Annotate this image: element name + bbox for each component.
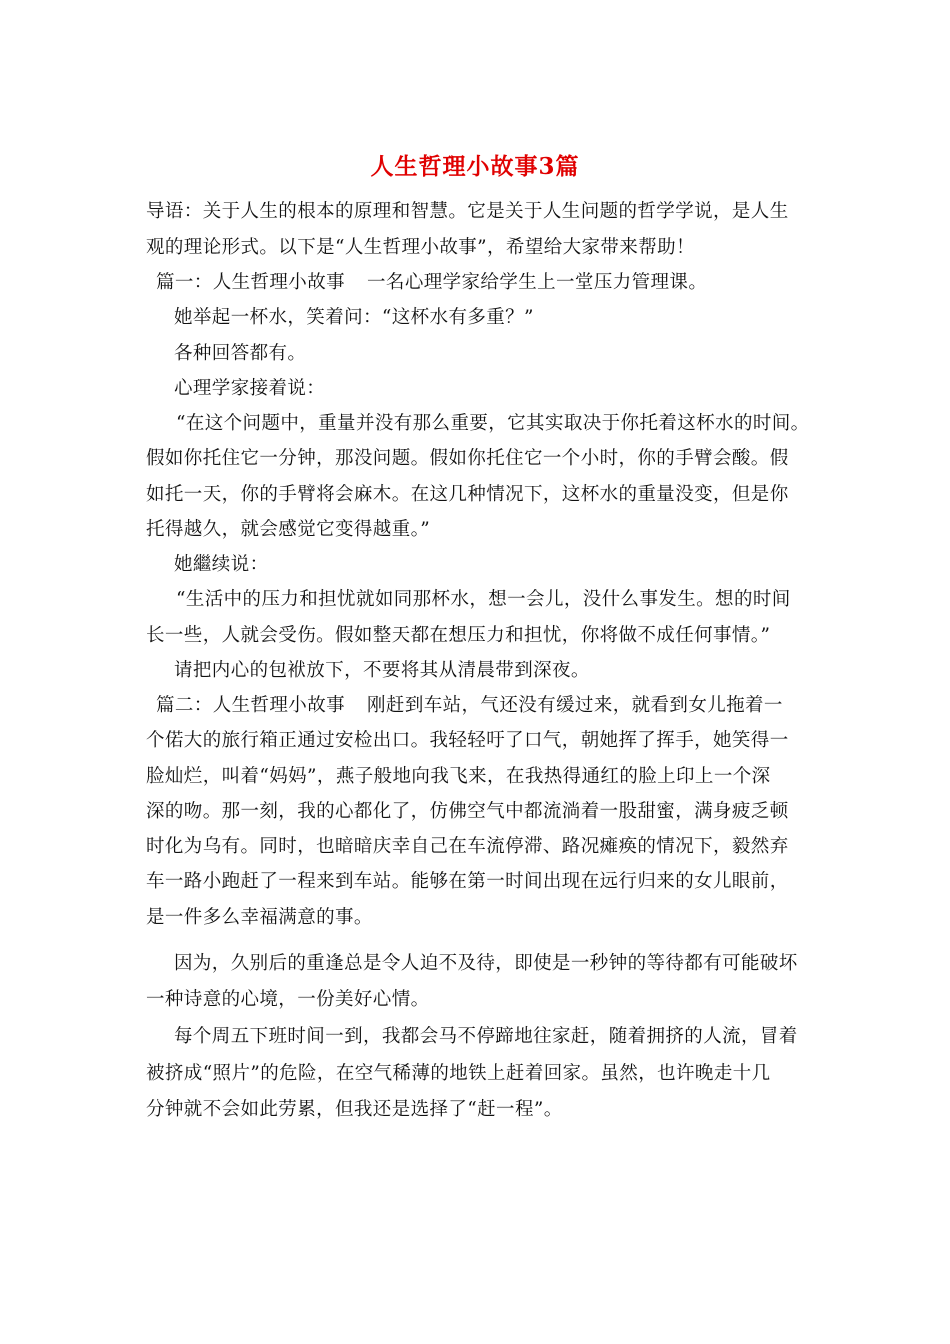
section-first-sentence: 刚赶到车站，气还没有缓过来，就看到女儿拖着一 [367, 695, 783, 716]
section-title: 篇二：人生哲理小故事 [156, 695, 346, 716]
section-title: 篇一：人生哲理小故事 [156, 272, 346, 293]
paragraph-line: “在这个问题中，重量并没有那么重要，它其实取决于你托着这杯水的时间。 [176, 413, 810, 434]
paragraph-line: 假如你托住它一分钟，那没问题。假如你托住它一个小时，你的手臂会酸。假 [146, 448, 789, 469]
paragraph-line: 各种回答都有。 [174, 343, 307, 364]
paragraph-line: 脸灿烂，叫着“妈妈”，燕子般地向我飞来，在我热得通红的脸上印上一个深 [146, 766, 771, 787]
paragraph-line: 每个周五下班时间一到，我都会马不停蹄地往家赶，随着拥挤的人流，冒着 [174, 1026, 798, 1047]
paragraph-line: “生活中的压力和担忧就如同那杯水，想一会儿，没什么事发生。想的时间 [176, 589, 791, 610]
paragraph-line: 她繼续说： [174, 554, 269, 575]
intro-line: 观的理论形式。以下是“人生哲理小故事”，希望给大家带来帮助！ [146, 237, 695, 258]
paragraph-line: 请把内心的包袱放下，不要将其从清晨带到深夜。 [174, 660, 590, 681]
paragraph-line: 是一件多么幸福满意的事。 [146, 907, 373, 928]
paragraph-line: 个偌大的旅行箱正通过安检出口。我轻轻吁了口气，朝她挥了挥手，她笑得一 [146, 730, 789, 751]
paragraph-line: 她举起一杯水，笑着问：“这杯水有多重？” [174, 307, 534, 328]
section-heading-2 [156, 694, 783, 718]
paragraph-line: 分钟就不会如此劳累，但我还是选择了“赶一程”。 [146, 1099, 563, 1120]
intro-line: 导语：关于人生的根本的原理和智慧。它是关于人生问题的哲学学说，是人生 [146, 201, 789, 222]
paragraph-line: 托得越久，就会感觉它变得越重。” [146, 519, 431, 540]
section-heading-1 [156, 271, 707, 295]
paragraph-line: 因为，久别后的重逢总是令人迫不及待，即使是一秒钟的等待都有可能破坏 [174, 953, 798, 974]
paragraph-line: 时化为乌有。同时，也暗暗庆幸自己在车流停滞、路况瘫痪的情况下，毅然弃 [146, 836, 789, 857]
paragraph-line: 如托一天，你的手臂将会麻木。在这几种情况下，这杯水的重量没变，但是你 [146, 484, 789, 505]
paragraph-line: 深的吻。那一刻，我的心都化了，仿佛空气中都流淌着一股甜蜜，满身疲乏顿 [146, 801, 789, 822]
paragraph-line: 心理学家接着说： [174, 378, 326, 399]
paragraph-line: 车一路小跑赶了一程来到车站。能够在第一时间出现在远行归来的女儿眼前， [146, 871, 789, 892]
document-title: 人生哲理小故事3篇 [370, 153, 580, 180]
section-first-sentence: 一名心理学家给学生上一堂压力管理课。 [367, 272, 708, 293]
paragraph-line: 长一些，人就会受伤。假如整天都在想压力和担忧，你将做不成任何事情。” [146, 625, 771, 646]
paragraph-line: 被挤成“照片”的危险，在空气稀薄的地铁上赶着回家。虽然，也许晚走十几 [146, 1063, 771, 1084]
paragraph-line: 一种诗意的心境，一份美好心情。 [146, 989, 430, 1010]
